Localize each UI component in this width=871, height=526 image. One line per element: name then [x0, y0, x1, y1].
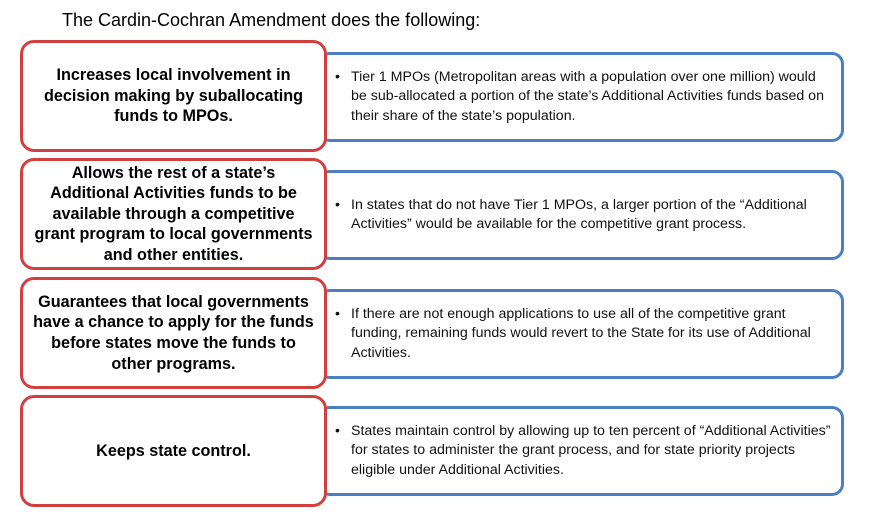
detail-item-4 — [335, 422, 831, 480]
main-text-2: Allows the rest of a state’s Additional Activities funds to be available through a competitive grant program to local governments and other entities. — [34, 163, 313, 264]
bullet-icon: • — [335, 423, 340, 440]
bullet-icon: • — [335, 196, 340, 213]
main-box-3 — [20, 277, 327, 389]
bullet-icon: • — [335, 69, 340, 86]
diagram-title: The Cardin-Cochran Amendment does the following: — [62, 10, 481, 30]
detail-list-4 — [335, 422, 831, 480]
detail-list-3 — [335, 305, 831, 363]
detail-box-4 — [318, 406, 844, 496]
detail-text-1: Tier 1 MPOs (Metropolitan areas with a population over one million) would be sub-allocated a portion of the state’s Additional Activities funds based on their share of the state’s population. — [351, 69, 824, 124]
main-box-4 — [20, 395, 327, 507]
main-box-1 — [20, 40, 327, 152]
bullet-icon: • — [335, 306, 340, 323]
detail-list-2 — [335, 196, 831, 234]
detail-box-3 — [318, 289, 844, 379]
detail-list-1 — [335, 68, 831, 126]
main-text-4: Keeps state control. — [96, 441, 251, 460]
detail-text-4: States maintain control by allowing up to ten percent of “Additional Activities” for states to administer the grant process, and for state priority projects eligible under Additional Activities. — [351, 423, 831, 478]
detail-item-2 — [335, 196, 831, 234]
detail-item-1 — [335, 68, 831, 126]
main-box-2 — [20, 158, 327, 270]
main-text-3: Guarantees that local governments have a chance to apply for the funds before states move the funds to other programs. — [33, 292, 314, 373]
detail-item-3 — [335, 305, 831, 363]
main-text-1: Increases local involvement in decision making by suballocating funds to MPOs. — [43, 66, 304, 126]
detail-text-2: In states that do not have Tier 1 MPOs, a larger portion of the “Additional Activities” would be available for the competitive grant process. — [351, 196, 807, 232]
detail-box-2 — [318, 170, 844, 260]
detail-box-1 — [318, 52, 844, 142]
detail-text-3: If there are not enough applications to use all of the competitive grant funding, remaining funds would revert to the State for its use of Additional Activities. — [351, 306, 811, 361]
